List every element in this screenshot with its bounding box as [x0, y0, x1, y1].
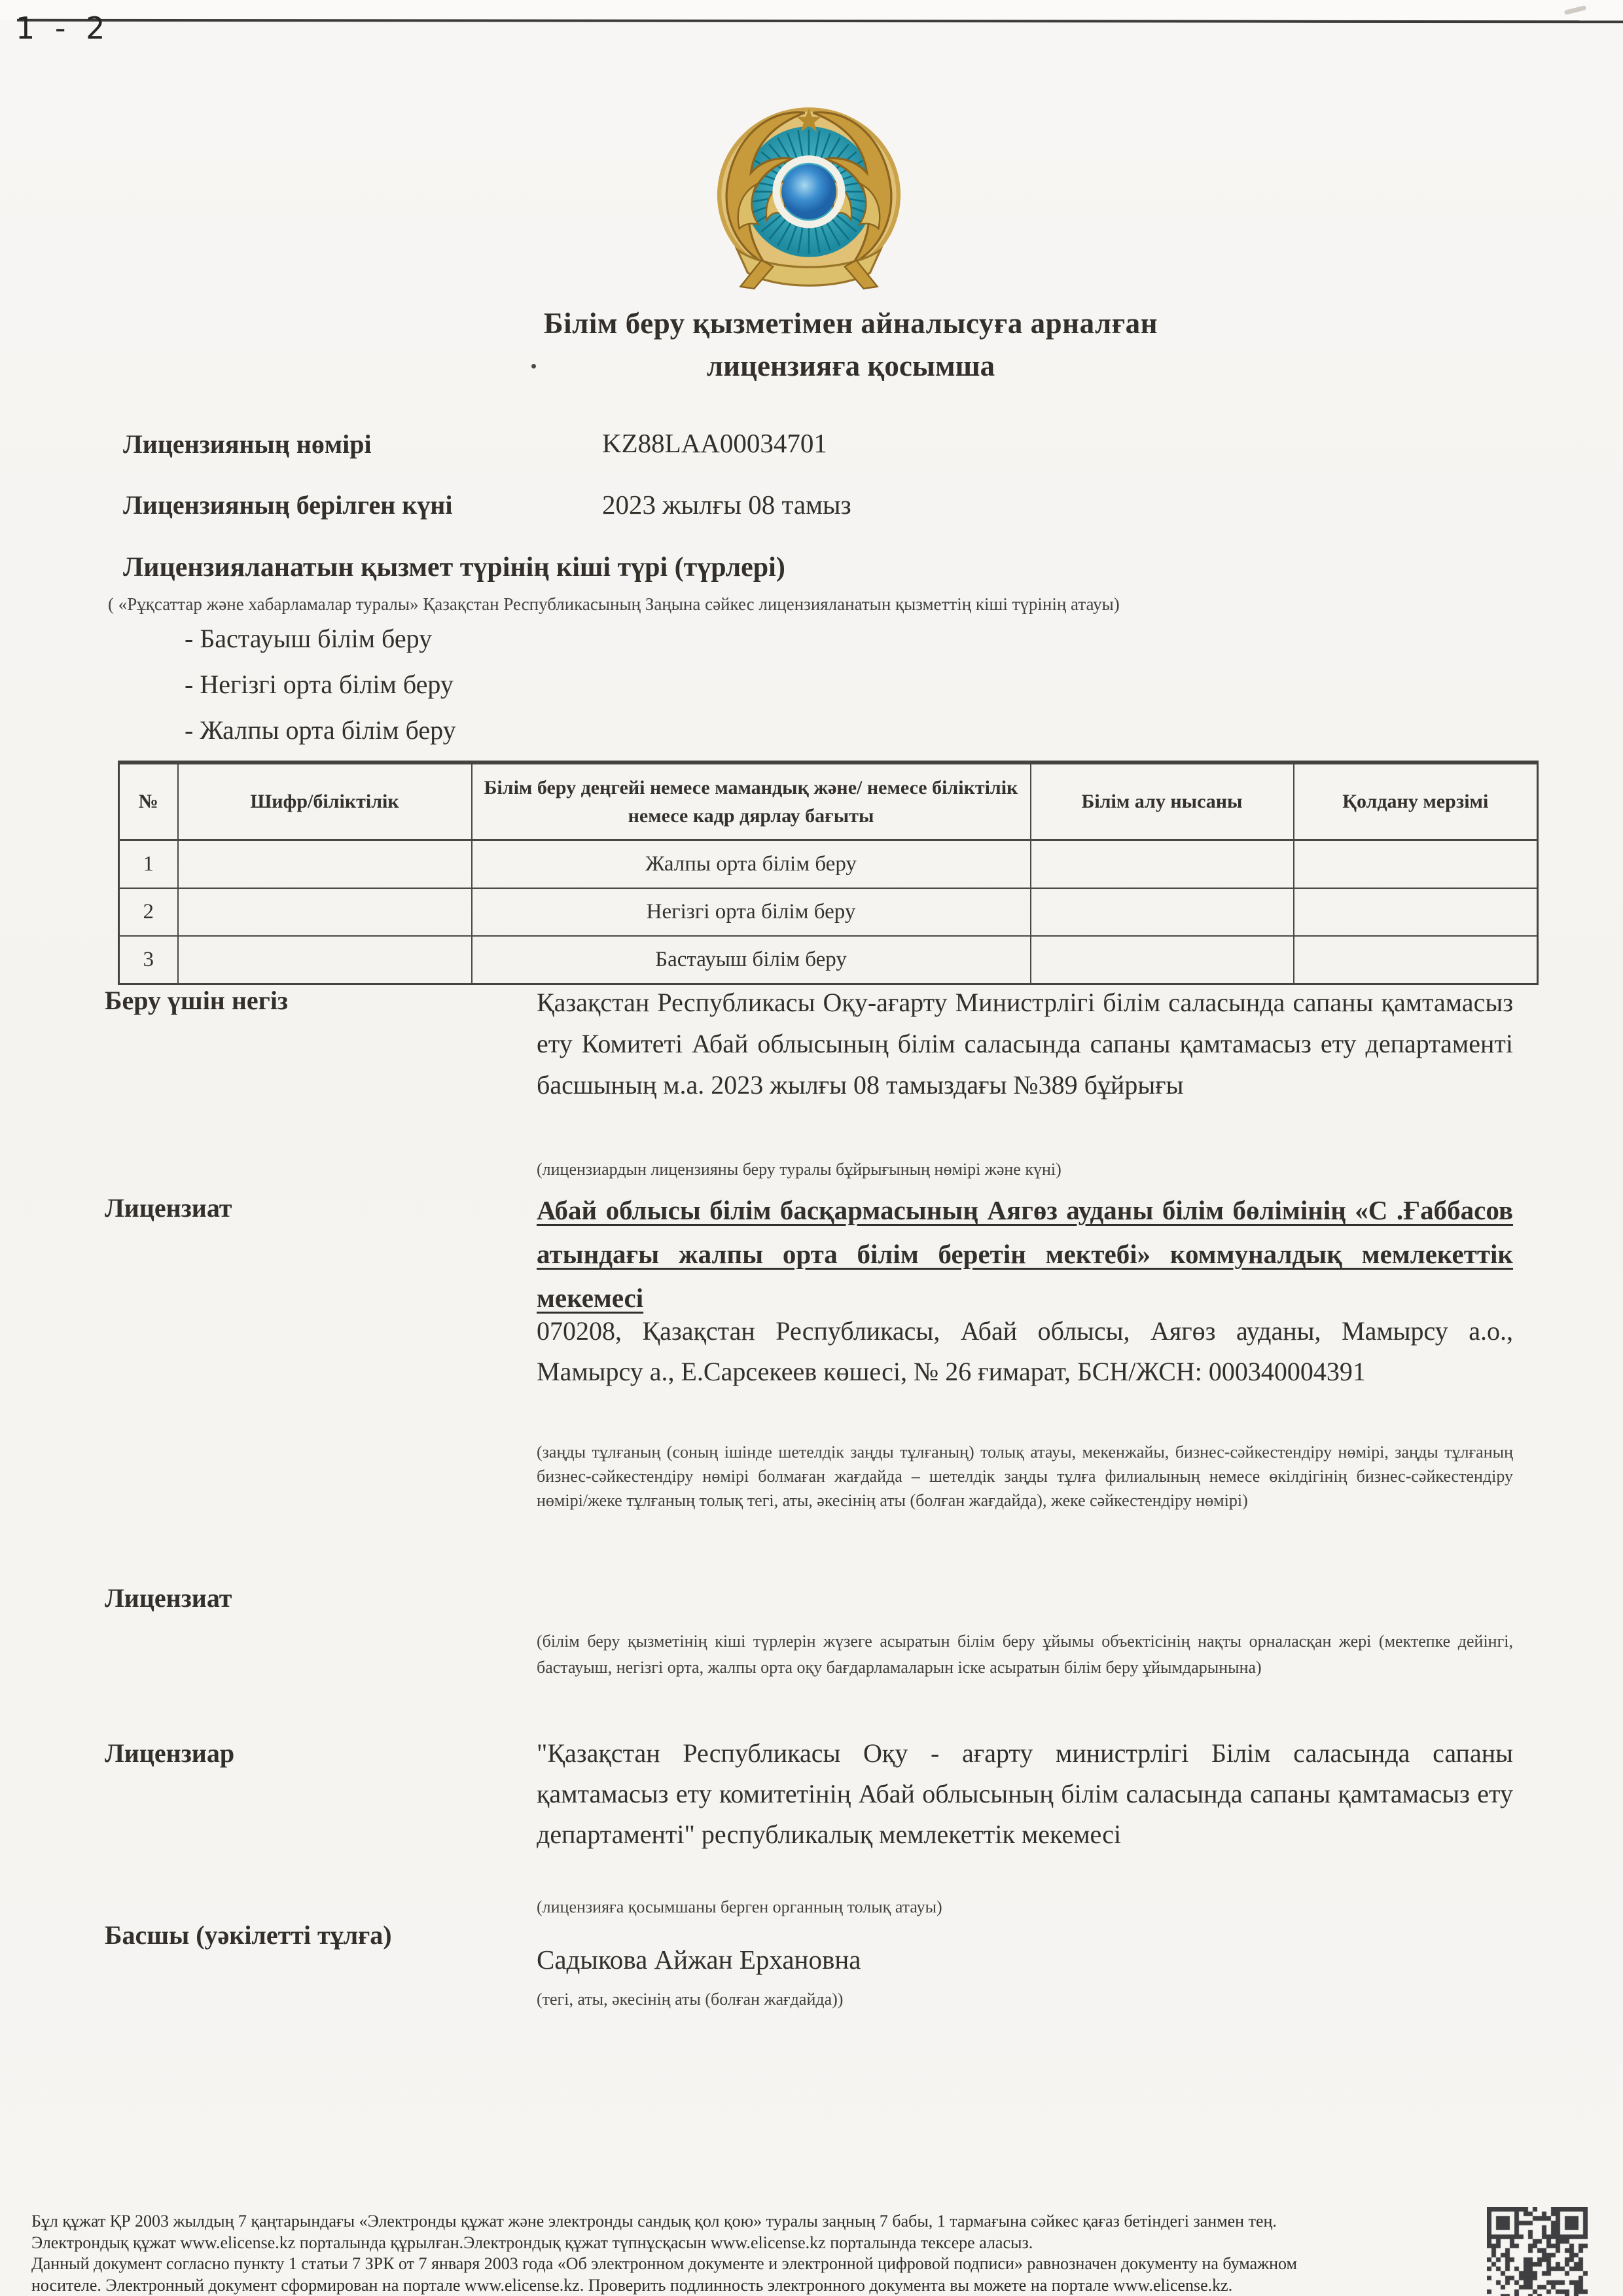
head-label: Басшы (уәкілетті тұлға) — [105, 1920, 392, 1950]
licensee-location-label: Лицензиат — [105, 1583, 232, 1613]
col-term: Қолдану мерзімі — [1294, 762, 1538, 840]
document-title: Білім беру қызметімен айналысуға арналған — [543, 307, 1158, 340]
activity-item: - Бастауыш білім беру — [185, 624, 433, 653]
basis-text: Қазақстан Республикасы Оқу-ағарту Министрлігі білім саласында сапаны қамтамасыз ету Комитеті Абай облысының білім саласында сапаны қамтамасыз ету департаменті басшының м.а. 2023 жылғы 08 тамыздағы №389 бұйрығы — [537, 988, 1513, 1100]
table-header-row — [119, 762, 1538, 840]
qr-code — [1487, 2207, 1588, 2296]
cell-no: 3 — [119, 936, 178, 984]
licensed-activity-note: ( «Рұқсаттар және хабарламалар туралы» Қазақстан Республикасының Заңына сәйкес лицензияланатын қызметтің кіші түрінің атауы) — [108, 594, 1120, 614]
page-number-mark: 1 - 2 — [16, 10, 111, 46]
col-form: Білім алу нысаны — [1031, 762, 1294, 840]
cell-level: Бастауыш білім беру — [472, 936, 1031, 984]
cell-term — [1294, 840, 1538, 889]
license-table — [118, 761, 1539, 985]
cell-no: 1 — [119, 840, 178, 889]
table-row — [119, 936, 1538, 984]
cell-no: 2 — [119, 888, 178, 936]
licensor-text: "Қазақстан Республикасы Оқу - ағарту министрлігі Білім саласында сапаны қамтамасыз ету комитетінің Абай облысының білім саласында сапаны қамтамасыз ету департаменті" республикалық мемлекеттік мекемесі — [537, 1738, 1513, 1849]
cell-term — [1294, 888, 1538, 936]
activity-item: - Жалпы орта білім беру — [185, 715, 456, 745]
licensee-note: (заңды тұлғаның (соның ішінде шетелдік заңды тұлғаның) толық атауы, мекенжайы, бизнес-сәйкестендіру нөмірі, заңды тұлғаның бизнес-сәйкестендіру нөмірі болмаған жағдайда – шетелдік заңды тұлға филиалының немесе өкілдігінің бизнес-сәйкестендіру нөмірі/жеке тұлғаның толық тегі, аты, әкесінің аты (болған жағдайда), жеке сәйкестендіру нөмірі) — [537, 1443, 1513, 1510]
footer-line: носителе. Электронный документ сформирован на портале www.elicense.kz. Проверить подлинность электронного документа вы можете на портале www.elicense.kz. — [31, 2275, 1233, 2295]
license-date-value: 2023 жылғы 08 тамыз — [602, 490, 851, 520]
head-name: Садыкова Айжан Ерхановна — [537, 1945, 861, 1975]
cell-form — [1031, 936, 1294, 984]
cell-cipher — [178, 888, 472, 936]
licensor-note: (лицензияға қосымшаны берген органның толық атауы) — [537, 1897, 942, 1916]
table-row — [119, 840, 1538, 889]
footer-line: Бұл құжат ҚР 2003 жылдың 7 қаңтарындағы «Электронды құжат және электронды сандық қол қою» туралы заңның 7 бабы, 1 тармағына сәйкес қағаз бетіндегі занмен тең. — [31, 2212, 1277, 2231]
col-level: Білім беру деңгейі немесе мамандық және/ немесе біліктілік немесе кадр дярлау бағыты — [472, 762, 1031, 840]
emblem-shanyrak-ball — [781, 164, 836, 219]
document-subtitle: лицензияға қосымша — [706, 350, 995, 382]
license-date-label: Лицензияның берілген күні — [123, 490, 453, 520]
license-number-value: KZ88LAA00034701 — [602, 428, 827, 458]
licensor-label: Лицензиар — [105, 1738, 235, 1768]
legal-footer — [31, 2211, 1481, 2296]
licensee-name: Абай облысы білім басқармасының Аягөз ауданы білім бөлімінің «С .Ғаббасов атындағы жалпы орта білім беретін мектебі» коммуналдық мемлекеттік мекемесі — [537, 1195, 1513, 1313]
footer-line: Данный документ согласно пункту 1 статьи 7 ЗРК от 7 января 2003 года «Об электронном документе и электронной цифровой подписи» равнозначен документу на бумажном — [31, 2254, 1297, 2273]
licensee-address: 070208, Қазақстан Республикасы, Абай облысы, Аягөз ауданы, Мамырсу а.о., Мамырсу а., Е.Сарсекеев көшесі, № 26 ғимарат, БСН/ЖСН: 000340004391 — [537, 1316, 1513, 1386]
cell-cipher — [178, 936, 472, 984]
licensed-activity-heading: Лицензияланатын қызмет түрінің кіші түрі (түрлері) — [123, 552, 785, 583]
col-number: № — [119, 762, 178, 840]
basis-note: (лицензиардын лицензияны беру туралы бұйрығының нөмірі және күні) — [537, 1160, 1061, 1179]
kazakhstan-emblem-icon — [704, 87, 914, 302]
head-note: (тегі, аты, әкесінің аты (болған жағдайда)) — [537, 1990, 844, 2009]
activity-item: - Негізгі орта білім беру — [185, 670, 454, 699]
cell-cipher — [178, 840, 472, 889]
cell-term — [1294, 936, 1538, 984]
cell-form — [1031, 888, 1294, 936]
licensee-label: Лицензиат — [105, 1193, 232, 1223]
scan-dot — [531, 364, 536, 368]
cell-form — [1031, 840, 1294, 889]
footer-line: Электрондық құжат www.elicense.kz порталында құрылған.Электрондық құжат түпнұсқасын www.elicense.kz порталында тексере аласыз. — [31, 2233, 1033, 2252]
cell-level: Жалпы орта білім беру — [472, 840, 1031, 889]
licensee-location-note: (білім беру қызметінің кіші түрлерін жүзеге асыратын білім беру ұйымы объектісінің нақты орналасқан жері (мектепке дейінгі, бастауыш, негізгі орта, жалпы орта оқу бағдарламаларын іске асыратын білім беру ұйымдарынына) — [537, 1632, 1513, 1677]
table-row — [119, 888, 1538, 936]
cell-level: Негізгі орта білім беру — [472, 888, 1031, 936]
scan-edge-area — [0, 0, 1623, 20]
col-cipher: Шифр/біліктілік — [178, 762, 472, 840]
basis-label: Беру үшін негіз — [105, 986, 288, 1015]
license-number-label: Лицензияның нөмірі — [123, 429, 372, 459]
